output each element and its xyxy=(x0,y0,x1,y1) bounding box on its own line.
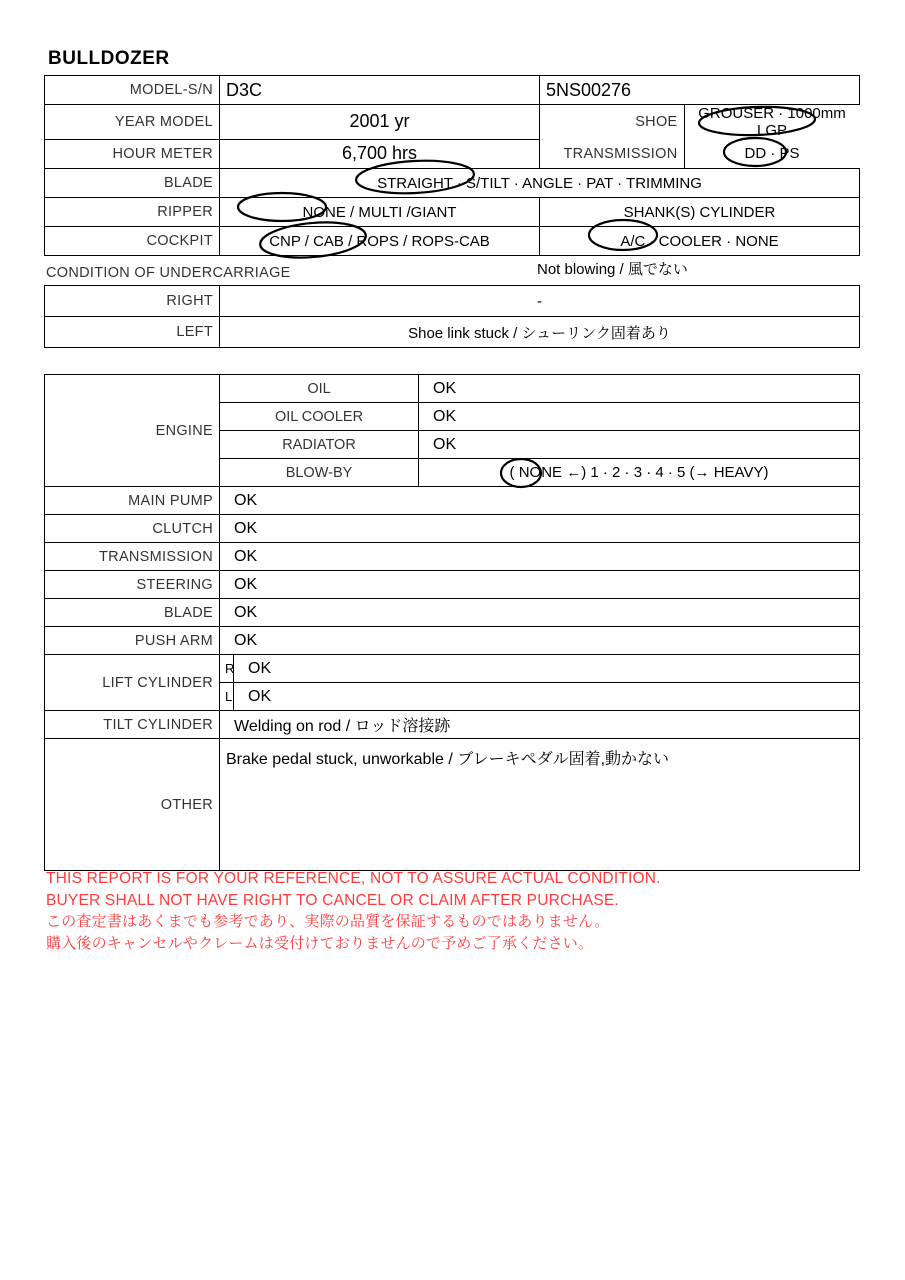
disclaimer xyxy=(46,868,661,954)
undercarriage-section-label: CONDITION OF UNDERCARRIAGE xyxy=(46,265,291,281)
table-row xyxy=(45,286,860,317)
ripper-label: RIPPER xyxy=(45,198,220,227)
row-label-push-arm: PUSH ARM xyxy=(45,627,220,655)
row-label-main-pump: MAIN PUMP xyxy=(45,487,220,515)
table-row xyxy=(45,105,860,140)
hour-meter-label: HOUR METER xyxy=(45,139,220,169)
left-value: Shoe link stuck / シューリンク固着あり xyxy=(220,317,860,348)
row-label-transmission: TRANSMISSION xyxy=(45,543,220,571)
undercarriage-table xyxy=(44,285,860,348)
blade-label: BLADE xyxy=(45,169,220,198)
engine-item-oil-cooler-label: OIL COOLER xyxy=(220,403,419,431)
table-row xyxy=(45,655,860,683)
lift-cylinder-l-value: OK xyxy=(234,683,860,711)
table-row xyxy=(45,711,860,739)
lift-cylinder-label: LIFT CYLINDER xyxy=(45,655,220,711)
engine-item-blowby-label: BLOW-BY xyxy=(220,459,419,487)
row-value-blade: OK xyxy=(220,599,860,627)
row-label-steering: STEERING xyxy=(45,571,220,599)
table-row xyxy=(45,515,860,543)
row-value-push-arm: OK xyxy=(220,627,860,655)
row-value-steering: OK xyxy=(220,571,860,599)
cockpit-label: COCKPIT xyxy=(45,227,220,256)
table-row xyxy=(45,487,860,515)
transmission-cell xyxy=(540,139,860,169)
table-row xyxy=(45,76,860,105)
right-value: - xyxy=(220,286,860,317)
engine-item-blowby-value: ( NONE ←) 1 · 2 · 3 · 4 · 5 (→ HEAVY) xyxy=(419,459,860,487)
right-label: RIGHT xyxy=(45,286,220,317)
row-label-clutch: CLUTCH xyxy=(45,515,220,543)
undercarriage-note: Not blowing / 風でない xyxy=(537,261,688,278)
shoe-options: GROUSER · 1000mm LGP xyxy=(698,105,846,139)
disclaimer-line-1: THIS REPORT IS FOR YOUR REFERENCE, NOT TO ASSURE ACTUAL CONDITION. xyxy=(46,870,661,887)
year-model-value: 2001 yr xyxy=(220,105,540,140)
ac-options: A/C · COOLER · NONE xyxy=(540,227,860,256)
serial-value: 5NS00276 xyxy=(540,76,860,105)
table-row xyxy=(45,571,860,599)
lift-cylinder-r-tag: R xyxy=(220,655,234,683)
shoe-label: SHOE xyxy=(540,105,684,139)
other-label: OTHER xyxy=(45,739,220,871)
engine-item-oil-value: OK xyxy=(419,375,860,403)
tilt-cylinder-value: Welding on rod / ロッド溶接跡 xyxy=(220,711,860,739)
lift-cylinder-l-tag: L xyxy=(220,683,234,711)
row-label-blade: BLADE xyxy=(45,599,220,627)
table-row xyxy=(45,198,860,227)
year-model-label: YEAR MODEL xyxy=(45,105,220,140)
engine-item-oil-label: OIL xyxy=(220,375,419,403)
transmission-label: TRANSMISSION xyxy=(540,139,684,168)
table-row xyxy=(45,543,860,571)
model-sn-value: D3C xyxy=(220,76,540,105)
table-row xyxy=(45,599,860,627)
table-row xyxy=(45,739,860,871)
shoe-cell xyxy=(540,105,860,140)
engine-item-radiator-value: OK xyxy=(419,431,860,459)
tilt-cylinder-label: TILT CYLINDER xyxy=(45,711,220,739)
engine-item-oil-cooler-value: OK xyxy=(419,403,860,431)
page-title: BULLDOZER xyxy=(48,48,170,69)
table-row xyxy=(45,227,860,256)
row-value-transmission: OK xyxy=(220,543,860,571)
row-value-main-pump: OK xyxy=(220,487,860,515)
disclaimer-line-2: BUYER SHALL NOT HAVE RIGHT TO CANCEL OR CLAIM AFTER PURCHASE. xyxy=(46,891,619,909)
table-row xyxy=(45,317,860,348)
other-value: Brake pedal stuck, unworkable / ブレーキペダル固着,動かない xyxy=(220,739,860,871)
disclaimer-line-3: この査定書はあくまでも参考であり、実際の品質を保証するものではありません。 xyxy=(46,913,610,930)
hour-meter-value: 6,700 hrs xyxy=(220,139,540,169)
cockpit-options: CNP / CAB / ROPS / ROPS-CAB xyxy=(220,227,540,256)
engine-item-radiator-label: RADIATOR xyxy=(220,431,419,459)
blade-options: STRAIGHT · S/TILT · ANGLE · PAT · TRIMMING xyxy=(220,169,860,198)
table-row xyxy=(45,627,860,655)
ripper-options: NONE / MULTI /GIANT xyxy=(220,198,540,227)
table-row xyxy=(45,139,860,169)
disclaimer-line-4: 購入後のキャンセルやクレームは受付けておりませんので予めご了承ください。 xyxy=(46,934,594,952)
lift-cylinder-r-value: OK xyxy=(234,655,860,683)
spec-table xyxy=(44,75,860,256)
model-sn-label: MODEL-S/N xyxy=(45,76,220,105)
table-row xyxy=(45,169,860,198)
transmission-options: DD · PS xyxy=(744,145,800,162)
row-value-clutch: OK xyxy=(220,515,860,543)
table-row xyxy=(45,375,860,403)
shank-options: SHANK(S) CYLINDER xyxy=(540,198,860,227)
engine-label: ENGINE xyxy=(45,375,220,487)
left-label: LEFT xyxy=(45,317,220,348)
inspection-table xyxy=(44,374,860,871)
